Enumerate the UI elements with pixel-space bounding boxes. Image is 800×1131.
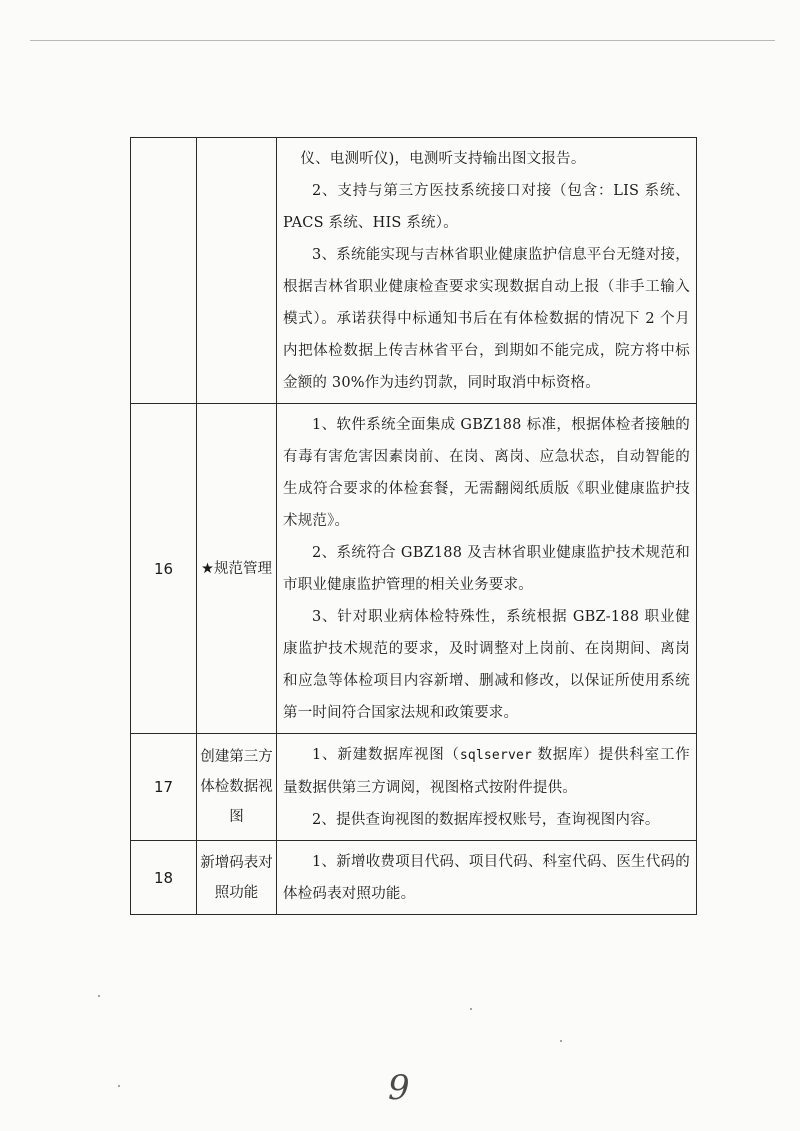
description-paragraph: 3、针对职业病体检特殊性，系统根据 GBZ-188 职业健康监护技术规范的要求，及时调整对上岗前、在岗期间、离岗和应急等体检项目内容新增、删减和修改，以保证所使用系统第一时间符合国家法规和政策要求。 [283, 609, 690, 721]
scan-speck [560, 1040, 562, 1042]
description-paragraph: 2、提供查询视图的数据库授权账号，查询视图内容。 [312, 812, 660, 828]
row-description [277, 734, 697, 841]
row-number: 17 [131, 734, 197, 841]
description-paragraph: 仪、电测听仪)，电测听支持输出图文报告。 [300, 151, 586, 167]
row-item-name: ★规范管理 [197, 404, 277, 734]
database-name: sqlserver [459, 748, 533, 763]
row-item-name: 创建第三方体检数据视图 [197, 734, 277, 841]
requirements-table [130, 137, 697, 915]
row-description [277, 138, 697, 404]
description-paragraph: 2、支持与第三方医技系统接口对接（包含：LIS 系统、PACS 系统、HIS 系统）。 [283, 183, 690, 231]
row-item-name [197, 138, 277, 404]
description-paragraph: 1、软件系统全面集成 GBZ188 标准，根据体检者接触的有毒有害危害因素岗前、在岗、离岗、应急状态，自动智能的生成符合要求的体检套餐，无需翻阅纸质版《职业健康监护技术规范》。 [283, 417, 690, 529]
table-row [131, 404, 697, 734]
description-paragraph: 2、系统符合 GBZ188 及吉林省职业健康监护技术规范和市职业健康监护管理的相关业务要求。 [283, 545, 690, 593]
row-number: 18 [131, 841, 197, 915]
scan-speck [118, 1085, 120, 1087]
description-paragraph [283, 739, 690, 804]
paragraph-text: 数据库）提供科室工作量数据供第三方调阅，视图格式按附件提供。 [283, 747, 690, 796]
table-row [131, 734, 697, 841]
row-item-name: 新增码表对照功能 [197, 841, 277, 915]
header-rule [30, 40, 775, 41]
table-row [131, 841, 697, 915]
description-paragraph: 1、新增收费项目代码、项目代码、科室代码、医生代码的体检码表对照功能。 [283, 854, 690, 902]
page-number: 9 [388, 1068, 410, 1108]
paragraph-text: 1、新建数据库视图（ [312, 747, 460, 763]
table-row [131, 138, 697, 404]
row-description [277, 841, 697, 915]
scan-speck [470, 1008, 472, 1010]
scan-speck [98, 995, 100, 997]
row-number: 16 [131, 404, 197, 734]
row-description [277, 404, 697, 734]
row-number [131, 138, 197, 404]
description-paragraph: 3、系统能实现与吉林省职业健康监护信息平台无缝对接，根据吉林省职业健康检查要求实现数据自动上报（非手工输入模式）。承诺获得中标通知书后在有体检数据的情况下 2 个月内把体检数据上传吉林省平台，到期如不能完成，院方将中标金额的 30%作为违约罚款，同时取消中标资格。 [283, 247, 690, 391]
